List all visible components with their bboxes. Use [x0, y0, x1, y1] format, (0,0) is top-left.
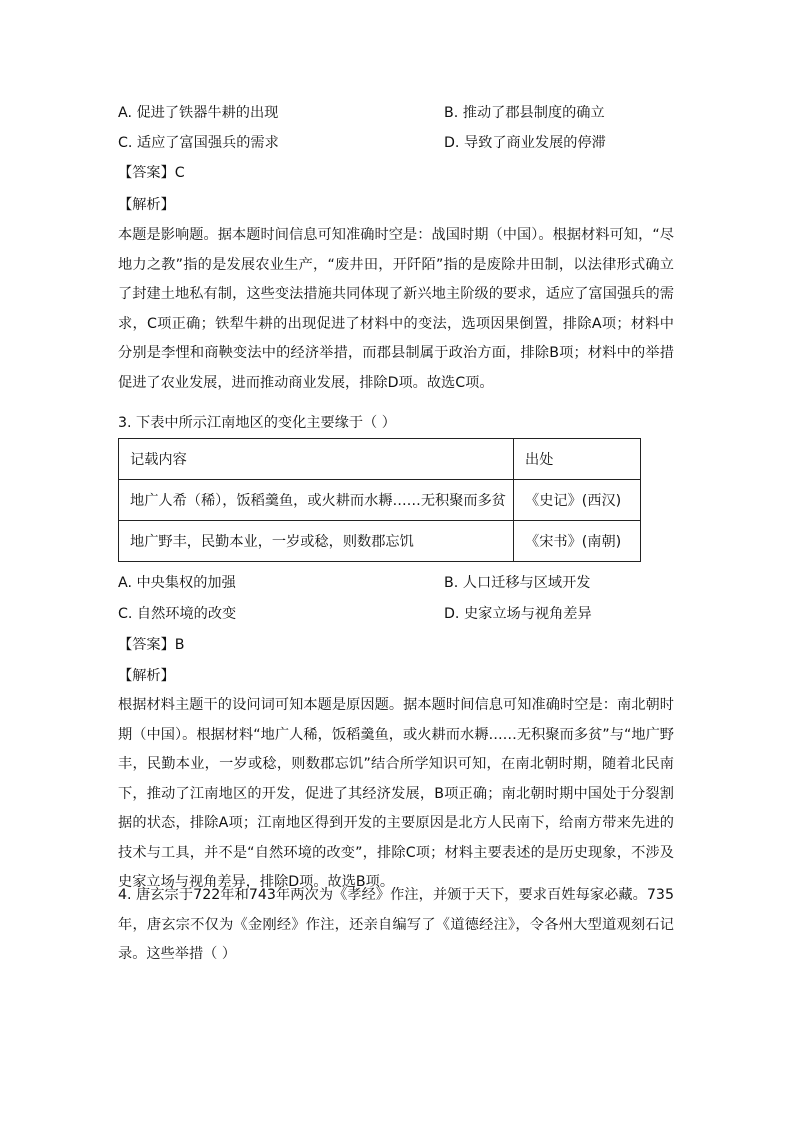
q4-stem: 4. 唐玄宗于722年和743年两次为《孝经》作注，并颁于天下，要求百姓每家必藏。735年，唐玄宗不仅为《金刚经》作注，还亲自编写了《道德经注》，令各州大型道观刻石记录。这些举措（ ） — [118, 887, 674, 962]
q2-option-b: B. 推动了郡县制度的确立 — [444, 105, 605, 121]
table-cell-content: 地广人希（稀），饭稻羹鱼，或火耕而水耨……无积聚而多贫 — [119, 480, 514, 521]
table-cell-source: 《宋书》(南朝) — [514, 521, 641, 562]
table-header-content: 记载内容 — [119, 439, 514, 480]
q3-option-d: D. 史家立场与视角差异 — [444, 606, 592, 622]
table-row — [119, 480, 641, 521]
q3-analysis-text: 根据材料主题干的设问词可知本题是原因题。据本题时间信息可知准确时空是：南北朝时期（中国）。根据材料“地广人稀，饭稻羹鱼，或火耕而水耨……无积聚而多贫”与“地广野丰，民勤本业，一岁或稔，则数郡忘饥”结合所学知识可知，在南北朝时期，随着北民南下，推动了江南地区的开发，促进了其经济发展，B项正确；南北朝时期中国处于分裂割据的状态，排除A项；江南地区得到开发的主要原因是北方人民南下，给南方带来先进的技术与工具，并不是“自然环境的改变”，排除C项；材料主要表述的是历史现象，不涉及史家立场与视角差异，排除D项。故选B项。 — [118, 697, 674, 890]
q2-option-d: D. 导致了商业发展的停滞 — [444, 135, 606, 151]
table-header-source: 出处 — [514, 439, 641, 480]
q3-stem: 3. 下表中所示江南地区的变化主要缘于（ ） — [118, 415, 396, 431]
q2-analysis-text: 本题是影响题。据本题时间信息可知准确时空是：战国时期（中国）。根据材料可知，“尽地力之教”指的是发展农业生产，“废井田，开阡陌”指的是废除井田制，以法律形式确立了封建土地私有制，这些变法措施共同体现了新兴地主阶级的要求，适应了富国强兵的需求，C项正确；铁犁牛耕的出现促进了材料中的变法，选项因果倒置，排除A项；材料中分别是李悝和商鞅变法中的经济举措，而郡县制属于政治方面，排除B项；材料中的举措促进了农业发展，进而推动商业发展，排除D项。故选C项。 — [118, 227, 674, 391]
q2-option-a: A. 促进了铁器牛耕的出现 — [118, 105, 279, 121]
q3-option-a: A. 中央集权的加强 — [118, 575, 236, 591]
q2-analysis-label: 【解析】 — [118, 197, 175, 213]
table-cell-content: 地广野丰，民勤本业，一岁或稔，则数郡忘饥 — [119, 521, 514, 562]
q3-source-table — [118, 438, 641, 562]
q3-option-c: C. 自然环境的改变 — [118, 606, 237, 622]
q2-option-c: C. 适应了富国强兵的需求 — [118, 135, 279, 151]
q3-analysis-label: 【解析】 — [118, 668, 175, 684]
table-row — [119, 521, 641, 562]
q3-option-b: B. 人口迁移与区域开发 — [444, 575, 591, 591]
q3-answer: 【答案】B — [118, 637, 185, 653]
table-header-row — [119, 439, 641, 480]
q2-answer: 【答案】C — [118, 165, 185, 181]
table-cell-source: 《史记》(西汉) — [514, 480, 641, 521]
